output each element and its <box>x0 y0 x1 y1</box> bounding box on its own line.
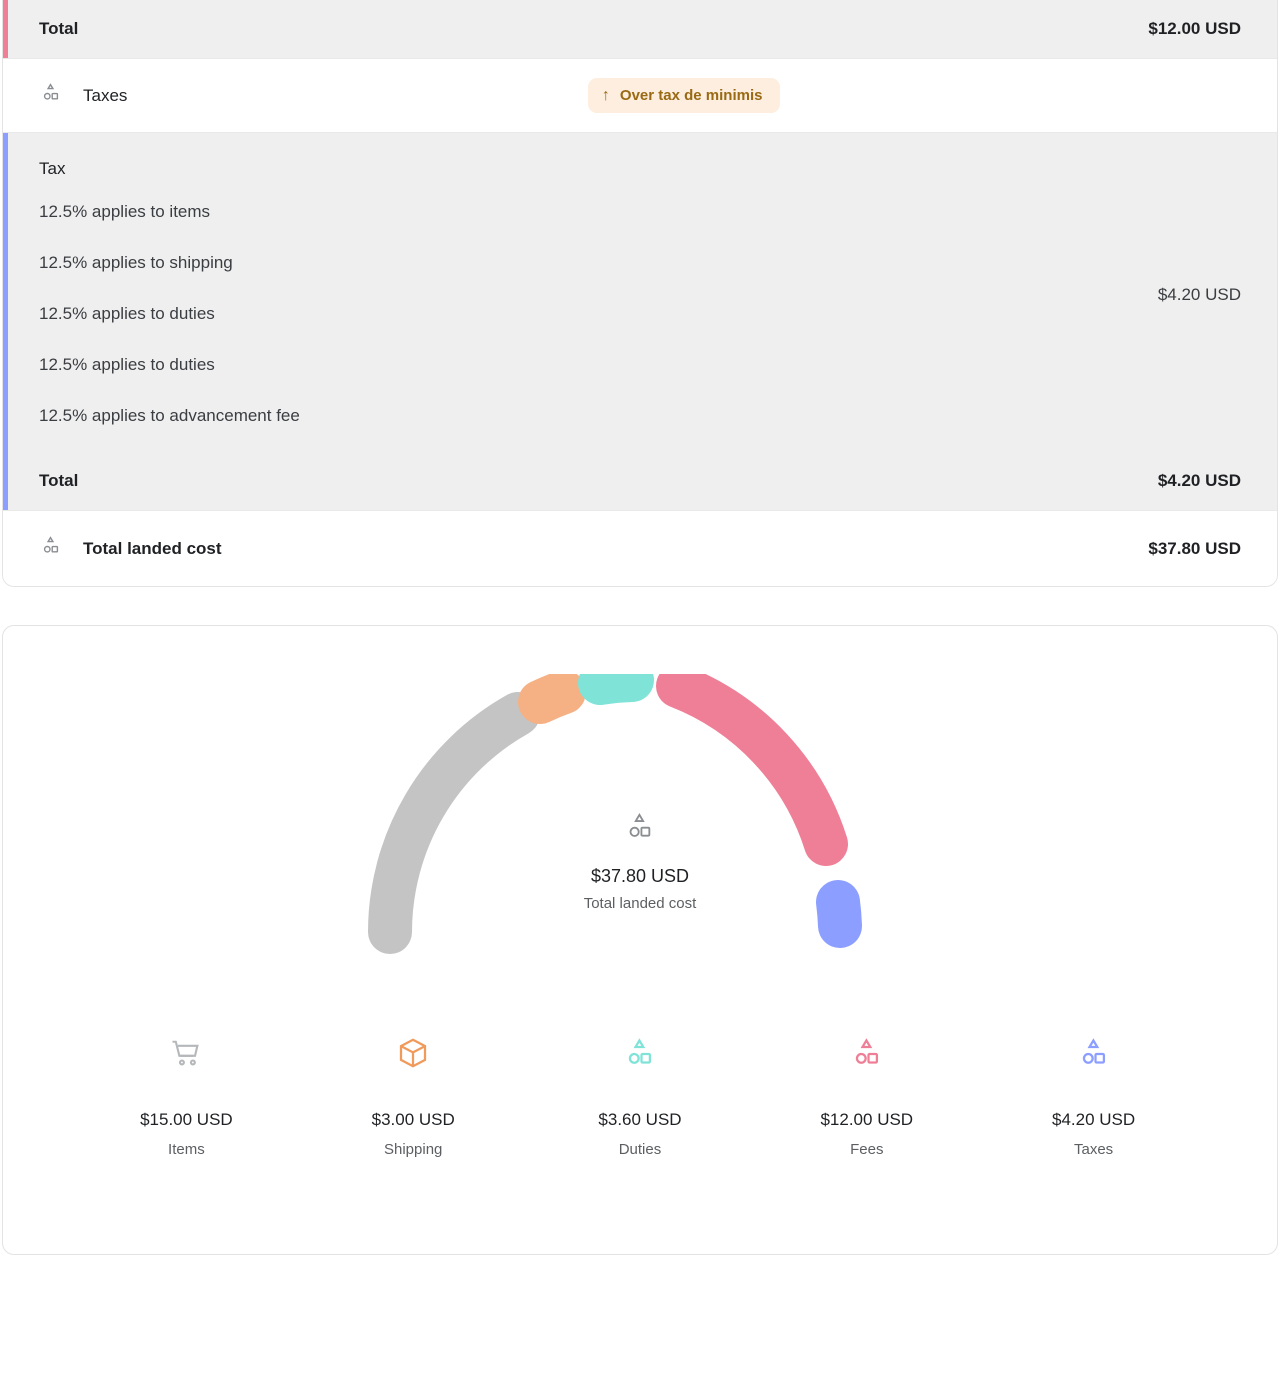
box-icon <box>300 1030 527 1076</box>
gauge-center <box>360 810 920 912</box>
legend-label-shipping: Shipping <box>384 1141 443 1158</box>
taxes-icon <box>39 534 63 563</box>
total-landed-cost-value: $37.80 USD <box>1148 538 1241 558</box>
tax-line: 12.5% applies to duties <box>39 304 215 323</box>
tax-line: 12.5% applies to duties <box>39 355 215 374</box>
taxes-total-accent-bar <box>3 452 8 510</box>
legend-label-fees: Fees <box>850 1141 884 1158</box>
tax-detail-amount: $4.20 USD <box>1157 284 1241 304</box>
legend-item-shipping <box>300 1030 527 1158</box>
legend-value-taxes: $4.20 USD <box>1052 1110 1136 1129</box>
landed-cost-gauge-card <box>2 625 1278 1255</box>
gauge-legend <box>3 974 1277 1158</box>
taxes-total-row <box>3 452 1277 510</box>
status-badge <box>588 78 781 113</box>
fees-total-label: Total <box>39 19 79 38</box>
gauge-chart <box>360 674 920 974</box>
taxes-total-value: $4.20 USD <box>1157 471 1241 490</box>
legend-value-duties: $3.60 USD <box>598 1110 682 1129</box>
tax-detail-block <box>3 133 1277 452</box>
total-landed-cost-row <box>3 510 1277 586</box>
taxes-header-row[interactable] <box>3 58 1277 133</box>
taxes-icon <box>39 81 63 110</box>
tax-detail-heading: Tax <box>39 159 66 178</box>
arrow-up-icon: ↑ <box>601 86 610 104</box>
tax-line: 12.5% applies to advancement fee <box>39 406 300 425</box>
fees-total-value: $12.00 USD <box>1148 19 1241 38</box>
fees-accent-bar <box>3 0 8 58</box>
fees-total-row <box>3 0 1277 58</box>
gauge-segment-duties <box>600 680 632 683</box>
taxes-header-left <box>39 81 127 110</box>
gauge-segment-shipping <box>540 692 564 702</box>
total-landed-cost-left <box>39 534 222 563</box>
taxes-accent-bar <box>3 133 8 452</box>
legend-value-shipping: $3.00 USD <box>371 1110 455 1129</box>
fees-icon <box>753 1030 980 1076</box>
legend-label-items: Items <box>168 1141 205 1158</box>
legend-item-items <box>73 1030 300 1158</box>
legend-label-taxes: Taxes <box>1073 1141 1114 1158</box>
gauge-wrap <box>3 652 1277 974</box>
legend-value-items: $15.00 USD <box>140 1110 233 1129</box>
legend-label-duties: Duties <box>618 1141 662 1158</box>
taxes-total-label: Total <box>39 471 79 490</box>
status-badge-label: Over tax de minimis <box>619 87 763 104</box>
gauge-total-caption: Total landed cost <box>583 895 697 912</box>
tax-line: 12.5% applies to items <box>39 202 211 221</box>
duties-icon <box>527 1030 754 1076</box>
taxes-icon <box>980 1030 1207 1076</box>
cost-breakdown-card <box>2 0 1278 587</box>
legend-item-fees <box>753 1030 980 1158</box>
legend-item-duties <box>527 1030 754 1158</box>
taxes-icon <box>360 810 920 844</box>
tax-lines <box>39 159 300 430</box>
taxes-title: Taxes <box>83 85 128 105</box>
tax-line: 12.5% applies to shipping <box>39 253 233 272</box>
total-landed-cost-label: Total landed cost <box>83 538 222 558</box>
gauge-total-value: $37.80 USD <box>590 866 690 886</box>
legend-value-fees: $12.00 USD <box>820 1110 914 1129</box>
legend-item-taxes <box>980 1030 1207 1158</box>
cart-icon <box>73 1030 300 1076</box>
